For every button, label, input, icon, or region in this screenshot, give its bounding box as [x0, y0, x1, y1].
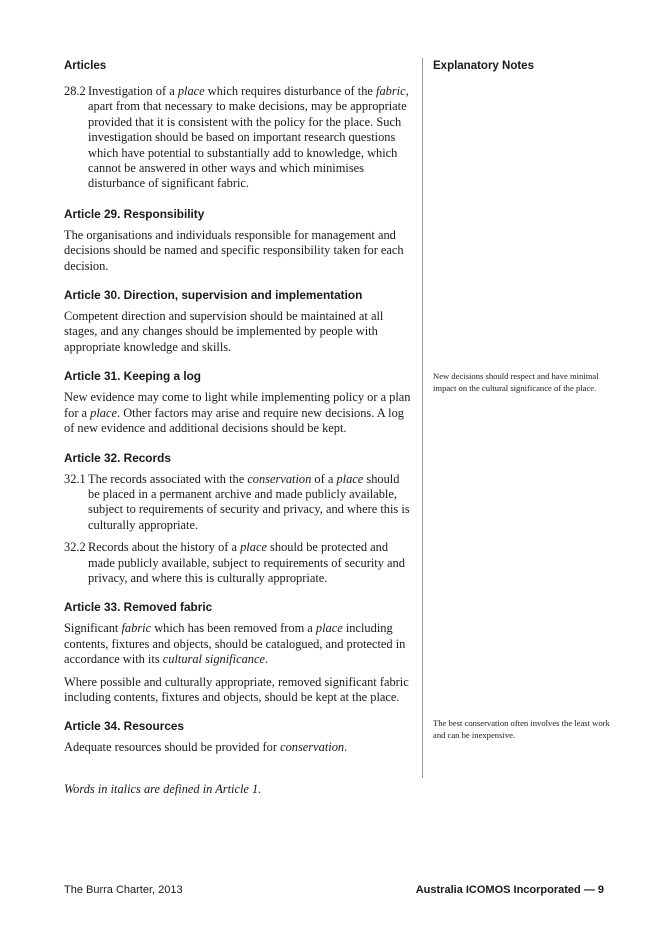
article-33-heading: Article 33. Removed fabric — [64, 600, 213, 615]
clause-number: 28.2 — [64, 84, 86, 98]
defined-term: conservation — [280, 740, 345, 755]
article-29-body: The organisations and individuals responsible for management and decisions should be named and specific responsibility taken for each decision. — [64, 227, 404, 273]
text-run: , apart from that necessary to make decisions, may be appropriate provided that it is consistent with the policy for the place. Such investigation should be based on important research questions which have potential to substantially add to knowledge, which cannot be answered in other ways and which minimises disturbance of significant fabric. — [88, 84, 409, 191]
text-run: including contents, fixtures and objects, should be catalogued, and protected in accordance with its — [64, 621, 406, 667]
text-run: which has been removed from a — [151, 621, 316, 636]
text-run: New evidence may come to light while implementing policy or a plan for a — [64, 390, 411, 420]
clause-32-1 — [64, 472, 414, 534]
column-divider — [422, 58, 423, 778]
clause-32-2 — [64, 540, 414, 586]
text-run: . — [344, 740, 348, 755]
defined-term: conservation — [247, 471, 312, 486]
article-34-body — [64, 740, 414, 755]
article-30-body: Competent direction and supervision should be maintained at all stages, and any changes should be implemented by people with appropriate knowledge and skills. — [64, 309, 384, 354]
article-30-heading: Article 30. Direction, supervision and implementation — [64, 288, 363, 303]
clause-number: 32.1 — [64, 471, 86, 486]
text-run: which requires disturbance of the — [204, 84, 377, 98]
defined-term: place — [240, 540, 267, 555]
text-run: Investigation of a — [88, 84, 178, 98]
italics-note-text: Words in italics are defined in Article 1. — [64, 781, 262, 796]
notes-heading: Explanatory Notes — [433, 60, 534, 72]
explanatory-notes-column — [433, 58, 611, 84]
defined-term: place — [315, 621, 343, 636]
defined-term: cultural significance — [162, 652, 265, 667]
articles-heading: Articles — [64, 60, 107, 72]
clause-28-2 — [64, 84, 414, 192]
article-33-body-1 — [64, 621, 414, 667]
text-run: Records about the history of a — [88, 540, 241, 555]
text-run: Significant — [64, 621, 122, 636]
text-run: . — [264, 652, 269, 667]
defined-term: fabric — [121, 621, 152, 636]
defined-term: place — [90, 405, 117, 420]
italics-definition-note — [64, 782, 414, 797]
clause-text — [88, 472, 414, 534]
explanatory-note-34: The best conservation often involves the least work and can be inexpensive. — [433, 718, 610, 740]
clause-text — [88, 84, 414, 192]
article-31-body — [64, 390, 414, 436]
defined-term: place — [336, 471, 364, 486]
footer-page-number: Australia ICOMOS Incorporated — 9 — [415, 884, 604, 896]
article-32-heading: Article 32. Records — [64, 450, 171, 465]
articles-column — [64, 58, 414, 797]
text-run: Adequate resources should be provided for — [64, 740, 281, 755]
clause-number: 32.2 — [64, 540, 86, 555]
defined-term: fabric — [376, 84, 406, 98]
defined-term: place — [177, 84, 205, 98]
footer-title: The Burra Charter, 2013 — [64, 884, 183, 896]
text-run: should be protected and made publicly available, subject to requirements of security and privacy, and where this is culturally appropriate. — [88, 540, 405, 585]
article-31-heading: Article 31. Keeping a log — [64, 369, 202, 384]
explanatory-note-31: New decisions should respect and have minimal impact on the cultural significance of the place. — [433, 371, 599, 393]
article-34-heading: Article 34. Resources — [64, 719, 184, 734]
article-29-heading: Article 29. Responsibility — [64, 206, 205, 221]
article-33-body-2: Where possible and culturally appropriate, removed significant fabric including contents, fixtures and objects, should be kept at the place. — [64, 674, 409, 704]
text-run: The records associated with the — [88, 471, 248, 486]
text-run: of a — [311, 471, 337, 486]
text-run: should be placed in a permanent archive and made publicly available, subject to requirements of security and privacy, and where this is culturally appropriate. — [88, 471, 410, 532]
clause-text — [88, 540, 414, 586]
text-run: . Other factors may arise and require new decisions. A log of new evidence and additional decisions should be kept. — [64, 405, 404, 436]
